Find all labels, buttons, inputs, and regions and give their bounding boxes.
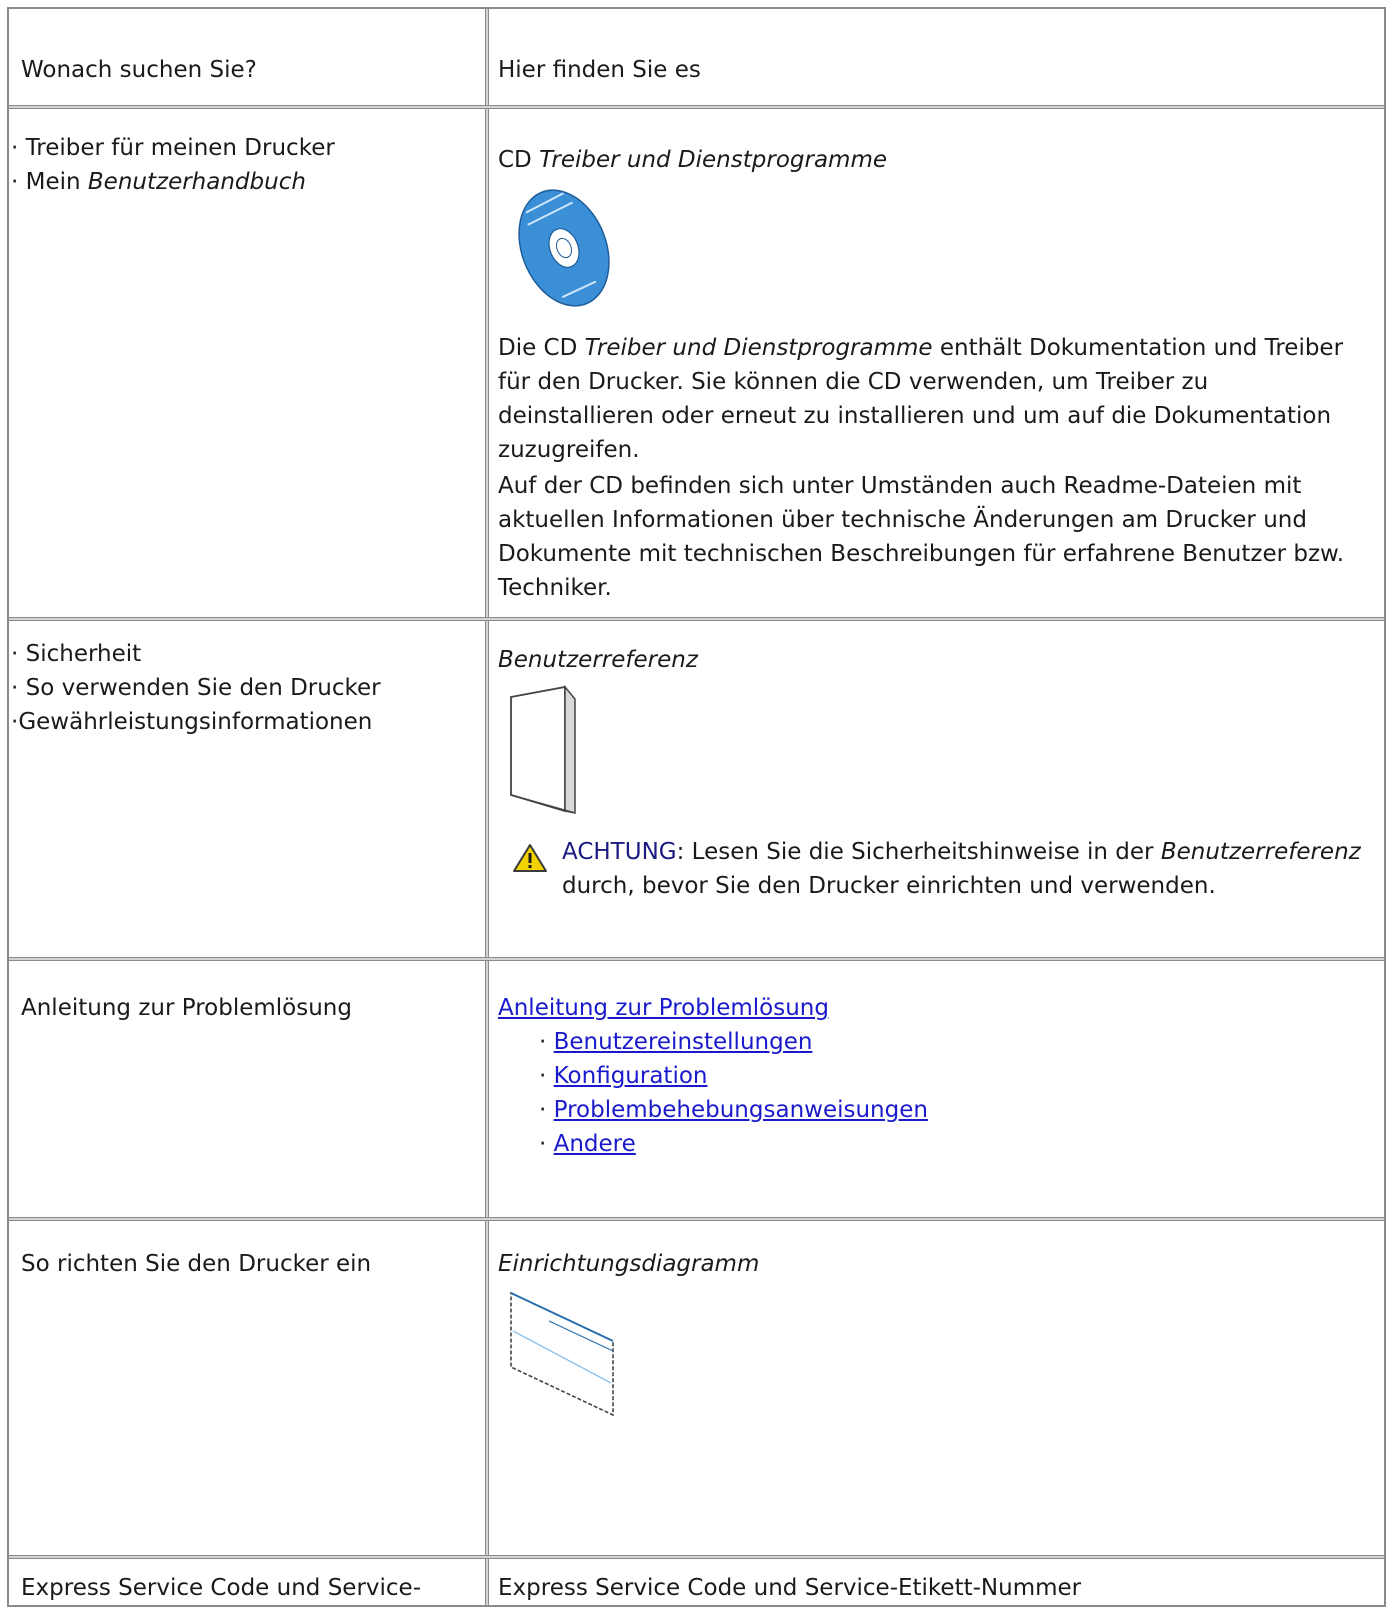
setup-diagram-title: Einrichtungsdiagramm — [498, 1251, 760, 1277]
configuration-link[interactable]: Konfiguration — [553, 1063, 708, 1089]
other-link[interactable]: Andere — [553, 1131, 636, 1157]
list-item: ·Gewährleistungsinformationen — [11, 709, 373, 735]
cd-description: Die CD Treiber und Dienstprogramme enthält Dokumentation und Treiber für den Drucker. Sie können die CD verwenden, um Treiber zu deinstallieren oder erneut zu installieren und um auf die Dokumentation zuzugreifen. — [498, 335, 1344, 463]
cd-title: CD Treiber und Dienstprogramme — [498, 147, 888, 173]
list-item: · Treiber für meinen Drucker — [11, 135, 335, 161]
warning-label: ACHTUNG — [562, 839, 677, 865]
sub-link-item: · Benutzereinstellungen — [539, 1029, 813, 1055]
troubleshooting-link[interactable]: Anleitung zur Problemlösung — [498, 995, 829, 1021]
user-settings-link[interactable]: Benutzereinstellungen — [553, 1029, 813, 1055]
sub-link-item: · Konfiguration — [539, 1063, 708, 1089]
booklet-icon — [509, 685, 589, 815]
setup-diagram-sheet-icon — [509, 1291, 621, 1421]
info-table — [7, 7, 1386, 1607]
row-user-reference — [9, 621, 1384, 957]
troubleshooting-label: Anleitung zur Problemlösung — [21, 995, 352, 1021]
header-left: Wonach suchen Sie? — [21, 57, 257, 83]
list-item: · Sicherheit — [11, 641, 142, 667]
row-drivers-cd — [9, 109, 1384, 617]
list-item: · Mein Benutzerhandbuch — [11, 169, 306, 195]
warning-icon — [512, 843, 548, 873]
cd-disc-icon — [509, 183, 619, 313]
express-service-label: Express Service Code und Service- — [21, 1575, 421, 1601]
header-right: Hier finden Sie es — [498, 57, 701, 83]
row-troubleshooting — [9, 961, 1384, 1217]
cd-readme-note: Auf der CD befinden sich unter Umständen auch Readme-Dateien mit aktuellen Informationen über technische Änderungen am Drucker und Dokumente mit technischen Beschreibungen für erfahrene Benutzer bzw. Techniker. — [498, 473, 1345, 601]
row-setup — [9, 1221, 1384, 1555]
row-express-service — [9, 1559, 1384, 1619]
express-service-title: Express Service Code und Service-Etikett-Nummer — [498, 1575, 1082, 1601]
list-item: · So verwenden Sie den Drucker — [11, 675, 381, 701]
warning-note: ACHTUNG: Lesen Sie die Sicherheitshinweise in der Benutzerreferenz durch, bevor Sie den Drucker einrichten und verwenden. — [562, 839, 1361, 899]
user-reference-title: Benutzerreferenz — [498, 647, 698, 673]
header-row — [9, 9, 1384, 105]
troubleshooting-instructions-link[interactable]: Problembehebungsanweisungen — [553, 1097, 928, 1123]
sub-link-item: · Andere — [539, 1131, 636, 1157]
sub-link-item: · Problembehebungsanweisungen — [539, 1097, 928, 1123]
setup-label: So richten Sie den Drucker ein — [21, 1251, 372, 1277]
